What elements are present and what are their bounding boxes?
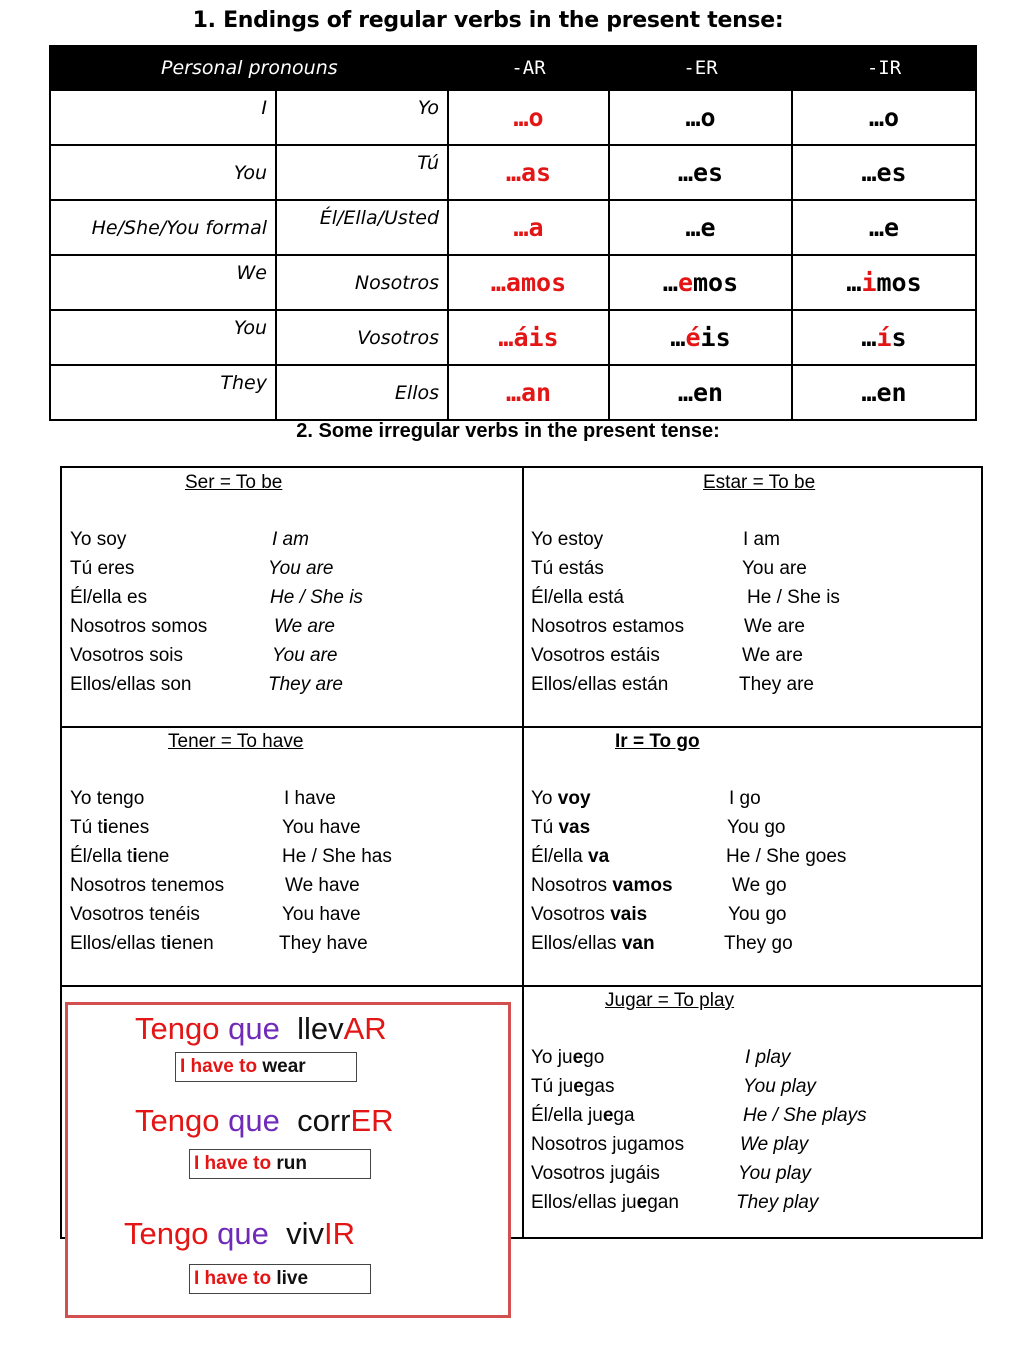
form-text: Nosotros tenemos (70, 875, 225, 896)
spanish-form (70, 933, 214, 955)
table-row (50, 365, 976, 420)
english-form: You have (282, 817, 361, 838)
form-text: Vosotros (531, 904, 611, 925)
estar-block (531, 472, 971, 712)
tengo-que-phrase (124, 1216, 355, 1252)
english-form: You are (272, 645, 338, 666)
english-form: I play (745, 1047, 791, 1068)
ending-ir (792, 255, 976, 310)
spanish-form (70, 904, 200, 926)
translation-word: wear (262, 1056, 306, 1077)
ending-highlight: í (876, 323, 892, 352)
form-text: Vosotros jugáis (531, 1163, 660, 1184)
form-text: Él/ella (531, 846, 589, 867)
spanish-form: Tú estás (531, 558, 604, 579)
verb-stem: viv (286, 1216, 324, 1251)
tengo-que-phrase (135, 1011, 387, 1047)
irregular-form: va (588, 846, 610, 867)
verb-stem: llev (297, 1011, 344, 1046)
translation-word: run (276, 1153, 307, 1174)
ending-pre: … (861, 323, 877, 352)
english-form: We are (744, 616, 805, 637)
table-row (50, 310, 976, 365)
pronoun-english: He/She/You formal (50, 200, 276, 255)
ir-heading: Ir = To go (615, 731, 700, 752)
pronoun-spanish: Tú (276, 145, 448, 200)
form-text: Yo tengo (70, 788, 145, 809)
stem-change: i (102, 817, 109, 838)
jugar-heading: Jugar = To play (605, 990, 735, 1011)
ending-highlight: i (861, 268, 877, 297)
english-form: I have (284, 788, 336, 809)
que-word: que (228, 1011, 280, 1046)
english-form: They are (268, 674, 343, 695)
estar-heading: Estar = To be (703, 472, 816, 493)
header-personal-pronouns: Personal pronouns (50, 46, 448, 90)
pronoun-english: We (50, 255, 276, 310)
ending-highlight: e (677, 268, 693, 297)
spanish-form: Vosotros sois (70, 645, 183, 666)
pronoun-english: I (50, 90, 276, 145)
grid-divider-horizontal (62, 726, 981, 728)
spanish-form: Él/ella está (531, 587, 624, 608)
stem-change: i (132, 846, 138, 867)
english-form: I go (729, 788, 761, 809)
i-have-to-text: I have to (194, 1268, 272, 1289)
form-text: gan (647, 1192, 679, 1213)
verb-ending: ER (350, 1103, 394, 1138)
form-text: Yo (531, 788, 558, 809)
tengo-que-phrase (135, 1103, 394, 1139)
pronoun-english: They (50, 365, 276, 420)
english-form: We have (285, 875, 360, 896)
spanish-form (531, 846, 609, 868)
spanish-form (531, 1076, 614, 1098)
spanish-form (70, 788, 144, 810)
translation-box (175, 1052, 357, 1082)
irregular-form: van (621, 933, 655, 954)
header-ar: -AR (448, 46, 609, 90)
ending-pre: … (846, 268, 862, 297)
form-text: enen (171, 933, 214, 954)
pronoun-english: You (50, 310, 276, 365)
ending-er: …en (609, 365, 792, 420)
form-text: enes (108, 817, 150, 838)
ending-er (609, 255, 792, 310)
english-form: They are (739, 674, 814, 695)
form-text: Él/ella t (70, 846, 133, 867)
ending-ar: …áis (448, 310, 609, 365)
ending-ir (792, 310, 976, 365)
spanish-form (531, 875, 673, 897)
table-row (50, 90, 976, 145)
section-1-title: 1. Endings of regular verbs in the present tense: (192, 8, 784, 33)
i-have-to-text: I have to (180, 1056, 258, 1077)
section-2-title: 2. Some irregular verbs in the present tense: (296, 420, 720, 442)
ending-ar: …an (448, 365, 609, 420)
tengo-word: Tengo (124, 1216, 209, 1251)
spanish-form: Yo estoy (531, 529, 604, 550)
tener-heading: Tener = To have (168, 731, 304, 752)
english-form: He / She goes (726, 846, 847, 867)
english-form: He / She is (747, 587, 840, 608)
spanish-form: Yo soy (70, 529, 127, 550)
english-form: They play (736, 1192, 819, 1213)
spanish-form: Vosotros estáis (531, 645, 660, 666)
ending-ar: …as (448, 145, 609, 200)
table-header-row (50, 46, 976, 90)
form-text: go (583, 1047, 605, 1068)
ending-ar: …amos (448, 255, 609, 310)
tengo-que-box (65, 1002, 511, 1318)
spanish-form (531, 1047, 604, 1069)
pronoun-spanish: Vosotros (276, 310, 448, 365)
english-form: He / She plays (743, 1105, 867, 1126)
irregular-form: vamos (612, 875, 673, 896)
spanish-form: Nosotros somos (70, 616, 208, 637)
grid-divider-vertical (522, 468, 524, 1237)
ending-ir: …o (792, 90, 976, 145)
stem-change: e (636, 1192, 648, 1213)
stem-change: e (572, 1047, 584, 1068)
form-text: ene (137, 846, 170, 867)
ending-ar: …a (448, 200, 609, 255)
spanish-form (70, 846, 169, 868)
i-have-to-text: I have to (194, 1153, 272, 1174)
ending-ir: …en (792, 365, 976, 420)
form-text: gas (583, 1076, 615, 1097)
english-form: We go (732, 875, 787, 896)
irregular-form: vais (610, 904, 648, 925)
english-form: They have (279, 933, 368, 954)
spanish-form (531, 904, 647, 926)
spanish-form (531, 1192, 679, 1214)
ser-heading: Ser = To be (185, 472, 283, 493)
ending-post: mos (876, 268, 922, 297)
spanish-form: Ellos/ellas están (531, 674, 669, 695)
english-form: You play (738, 1163, 811, 1184)
ending-pre: … (662, 268, 678, 297)
jugar-block (531, 990, 971, 1230)
english-form: He / She is (270, 587, 363, 608)
form-text: Tú ju (531, 1076, 574, 1097)
grid-divider-horizontal (62, 985, 981, 987)
ending-pre: … (670, 323, 686, 352)
spanish-form: Tú eres (70, 558, 135, 579)
verb-ending: AR (343, 1011, 387, 1046)
english-form: You have (282, 904, 361, 925)
form-text: Vosotros tenéis (70, 904, 200, 925)
pronoun-spanish: Ellos (276, 365, 448, 420)
form-text: Tú (531, 817, 559, 838)
verb-stem: corr (297, 1103, 351, 1138)
pronoun-spanish: Él/Ella/Usted (276, 200, 448, 255)
ending-post: s (891, 323, 907, 352)
english-form: I am (743, 529, 780, 550)
stem-change: e (573, 1076, 584, 1097)
translation-box (189, 1264, 371, 1294)
form-text: ga (613, 1105, 635, 1126)
table-row (50, 255, 976, 310)
english-form: You play (743, 1076, 816, 1097)
que-word: que (228, 1103, 280, 1138)
spanish-form (70, 875, 224, 897)
english-form: We are (274, 616, 335, 637)
spanish-form (531, 788, 591, 810)
stem-change: e (602, 1105, 614, 1126)
english-form: You are (268, 558, 334, 579)
spanish-form (531, 933, 655, 955)
irregular-form: voy (557, 788, 591, 809)
english-form: He / She has (282, 846, 392, 867)
ending-post: is (700, 323, 731, 352)
english-form: You are (742, 558, 807, 579)
tengo-word: Tengo (135, 1011, 220, 1046)
form-text: Ellos/ellas t (70, 933, 167, 954)
spanish-form (531, 817, 590, 839)
spanish-form (70, 817, 149, 839)
english-form: We play (740, 1134, 809, 1155)
tengo-word: Tengo (135, 1103, 220, 1138)
ending-highlight: é (685, 323, 701, 352)
ending-ir: …es (792, 145, 976, 200)
form-text: Ellos/ellas ju (531, 1192, 637, 1213)
ir-block (531, 731, 971, 971)
translation-box (189, 1149, 371, 1179)
spanish-form (531, 1163, 660, 1185)
form-text: Nosotros (531, 875, 613, 896)
regular-endings-table (49, 45, 977, 421)
english-form: You go (727, 817, 786, 838)
header-ir: -IR (792, 46, 976, 90)
translation-word: live (276, 1268, 309, 1289)
spanish-form: Ellos/ellas son (70, 674, 192, 695)
spanish-form: Él/ella es (70, 587, 148, 608)
ending-ir: …e (792, 200, 976, 255)
verb-ending: IR (323, 1216, 355, 1251)
pronoun-spanish: Nosotros (276, 255, 448, 310)
pronoun-spanish: Yo (276, 90, 448, 145)
ending-er: …o (609, 90, 792, 145)
ending-er (609, 310, 792, 365)
form-text: Tú t (70, 817, 103, 838)
english-form: You go (728, 904, 787, 925)
ending-post: mos (693, 268, 739, 297)
header-er: -ER (609, 46, 792, 90)
english-form: They go (724, 933, 793, 954)
table-row (50, 145, 976, 200)
english-form: We are (742, 645, 803, 666)
form-text: Nosotros jugamos (531, 1134, 685, 1155)
spanish-form (531, 1105, 635, 1127)
form-text: Yo ju (531, 1047, 573, 1068)
pronoun-english: You (50, 145, 276, 200)
ending-er: …es (609, 145, 792, 200)
stem-change: i (166, 933, 172, 954)
ser-block (70, 472, 510, 712)
irregular-form: vas (558, 817, 591, 838)
spanish-form (531, 1134, 684, 1156)
que-word: que (217, 1216, 269, 1251)
tener-block (70, 731, 510, 971)
ending-er: …e (609, 200, 792, 255)
form-text: Ellos/ellas (531, 933, 622, 954)
form-text: Él/ella ju (531, 1105, 603, 1126)
table-row (50, 200, 976, 255)
spanish-form: Nosotros estamos (531, 616, 685, 637)
ending-ar: …o (448, 90, 609, 145)
english-form: I am (272, 529, 309, 550)
